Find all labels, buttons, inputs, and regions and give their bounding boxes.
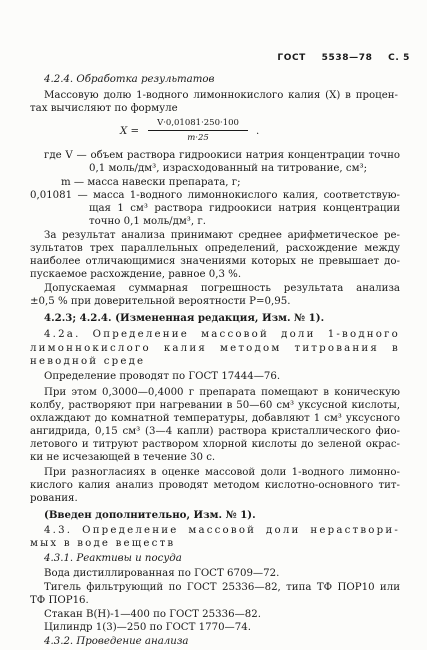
text-line: За результат анализа принимают среднее арифметическое ре- — [44, 230, 400, 241]
text-line: щая 1 см³ раствора гидроокиси натрия концентрации — [89, 203, 400, 214]
header-standard: ГОСТ — [277, 53, 306, 63]
text-line: Определение проводят по ГОСТ 17444—76. — [44, 371, 281, 382]
header-number: 5538—78 — [321, 53, 373, 63]
text-line: Массовую долю 1-водного лимоннокислого калия (X) в процен- — [44, 90, 398, 101]
text-line: зультатов трех параллельных определений, расхождение между — [30, 243, 400, 254]
text-line: пускаемое расхождение, равное 0,3 %. — [30, 269, 242, 280]
text-line: Допускаемая суммарная погрешность результата анализа — [44, 283, 400, 294]
text-line: При этом 0,3000—0,4000 г препарата помещают в коническую — [44, 387, 400, 398]
text-line: Вода дистиллированная по ГОСТ 6709—72. — [44, 568, 280, 579]
text-line: летового и титруют раствором хлорной кислоты до зеленой окрас- — [30, 439, 400, 450]
text-line: ТФ ПОР16. — [30, 595, 89, 606]
text-line: ±0,5 % при доверительной вероятности P=0,95. — [30, 296, 291, 307]
formula-numerator: V·0,01081·250·100 — [157, 118, 239, 128]
section-heading-4-2-4: 4.2.4. Обработка результатов — [44, 74, 215, 85]
header-page: С. 5 — [388, 53, 410, 63]
text-line: Цилиндр 1(3)—250 по ГОСТ 1770—74. — [44, 622, 251, 633]
section-heading-line: мых в воде веществ — [30, 538, 176, 549]
section-heading-4-3-1: 4.3.1. Реактивы и посуда — [44, 553, 182, 564]
formula-tail: . — [256, 126, 260, 137]
text-line: При разногласиях в оценке массовой доли 1-водного лимонно- — [44, 467, 400, 478]
section-heading-4-2a: 4.2а. Определение массовой доли 1-водного — [44, 329, 400, 340]
text-line: 0,1 моль/дм³, израсходованный на титрование, см³; — [89, 163, 368, 174]
formula — [120, 118, 280, 148]
amendment-note: 4.2.3; 4.2.4. (Измененная редакция, Изм. № 1). — [44, 312, 325, 324]
amendment-note: (Введен дополнительно, Изм. № 1). — [44, 509, 256, 521]
text-line: охлаждают до комнатной температуры, добавляют 1 см³ уксусного — [30, 413, 400, 424]
text-line: m — масса навески препарата, г; — [61, 177, 241, 188]
text-line: кислого калия анализ проводят методом кислотно-основного тит- — [30, 480, 400, 491]
section-heading-line: неводной среде — [30, 356, 146, 367]
section-heading-4-3-2: 4.3.2. Проведение анализа — [44, 636, 189, 647]
formula-lhs: X = — [120, 126, 140, 137]
text-line: колбу, растворяют при нагревании в 50—60 см³ уксусной кислоты, — [30, 400, 400, 411]
text-line: рования. — [30, 493, 78, 504]
text-line: Тигель фильтрующий по ГОСТ 25336—82, типа ТФ ПОР10 или — [44, 582, 400, 593]
text-line: ангидрида, 0,15 см³ (3—4 капли) раствора кристаллического фио- — [30, 426, 400, 437]
text-line: ки не исчезающей в течение 30 с. — [30, 452, 216, 463]
fraction-bar — [148, 130, 248, 131]
section-heading-4-3: 4.3. Определение массовой доли нераствори- — [44, 525, 400, 536]
text-line: Стакан В(Н)-1—400 по ГОСТ 25336—82. — [44, 609, 261, 620]
text-line: тах вычисляют по формуле — [30, 103, 178, 114]
text-line: 0,01081 — масса 1-водного лимоннокислого калия, соответствую- — [30, 190, 400, 201]
formula-denominator: m·25 — [187, 133, 209, 143]
section-heading-line: лимоннокислого калия методом титрования в — [30, 343, 400, 354]
text-line: точно 0,1 моль/дм³, г. — [89, 216, 206, 227]
text-line: где V — объем раствора гидроокиси натрия концентрации точно — [44, 150, 400, 161]
text-line: наиболее отличающимися значениями которых не превышает до- — [30, 256, 400, 267]
page-header — [265, 53, 410, 63]
